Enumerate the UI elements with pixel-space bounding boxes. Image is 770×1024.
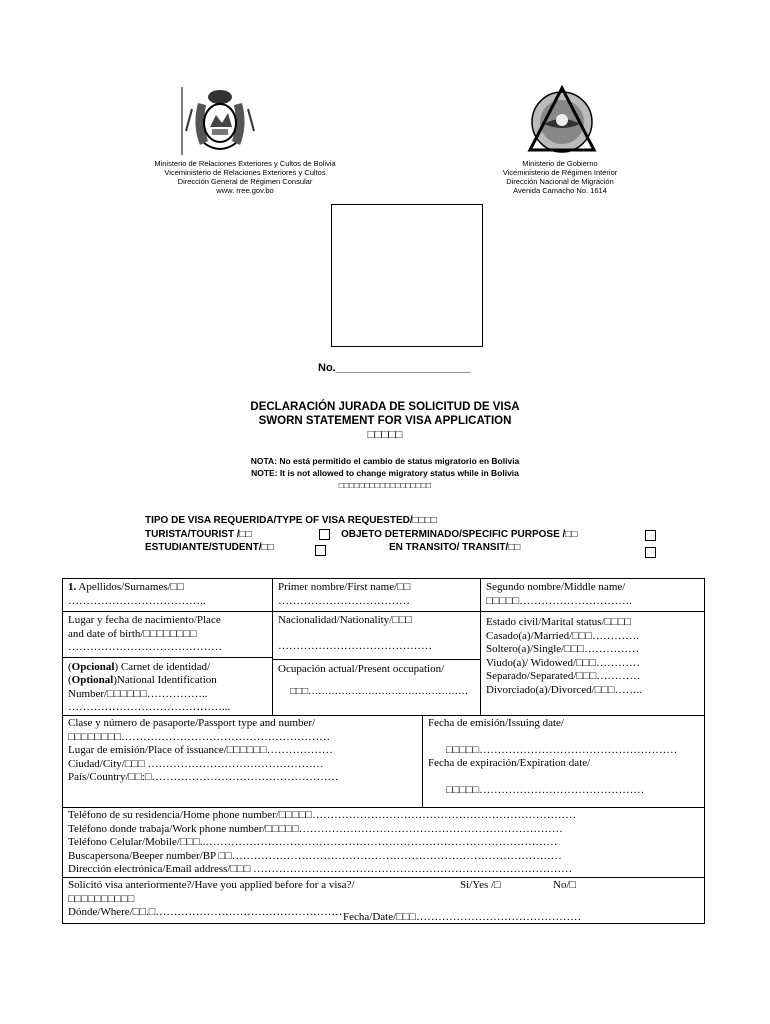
note-es: NOTA: No está permitido el cambio de status migratorio en Bolivia (250, 456, 520, 466)
photo-box[interactable] (331, 204, 483, 347)
birth-dots: …………………………………… (68, 641, 222, 653)
note-en: NOTE: It is not allowed to change migratory status while in Bolivia (251, 468, 519, 478)
header-left-line: www. rree.gov.bo (216, 186, 274, 195)
email-address: Dirección electrónica/Email address/□□□ …………………………………………………………………………… (68, 863, 573, 875)
section-number: 1. (68, 581, 77, 593)
student-checkbox[interactable] (315, 545, 326, 556)
student-label: ESTUDIANTE/STUDENT/□□ (145, 542, 274, 553)
nationality-dots: …………………………………… (278, 639, 432, 652)
id-label-3: Number/□□□□□□…………….. (68, 687, 208, 700)
migration-logo-icon (522, 84, 602, 156)
id-label-2: )National Identification (113, 674, 217, 686)
header-right-line: Dirección Nacional de Migración (506, 177, 614, 186)
title-en: SWORN STATEMENT FOR VISA APPLICATION (258, 415, 512, 427)
personal-row (63, 612, 704, 716)
header-left-line: Viceministerio de Relaciones Exteriores y Cultos (164, 168, 326, 177)
expiration-date-label: Fecha de expiración/Expiration date/ (428, 757, 591, 769)
ministry-foreign-affairs-header (120, 159, 370, 195)
first-name-dots: ……………………………… (278, 594, 410, 607)
header-left-line: Ministerio de Relaciones Exteriores y Cultos de Bolivia (154, 159, 336, 168)
id-label-1: ) Carnet de identidad/ (114, 660, 211, 673)
passport-row (63, 716, 704, 808)
previous-visa-row (63, 878, 704, 923)
marital-widowed: Viudo(a)/ Widowed/□□□………… (486, 656, 640, 669)
transit-label: EN TRANSITO/ TRANSIT/□□ (389, 542, 521, 553)
title-cn: □□□□□ (367, 429, 403, 441)
personal-left-column (63, 612, 273, 715)
bolivia-coat-of-arms-icon (178, 85, 260, 157)
surnames-label: Apellidos/Surnames/□□ (76, 581, 184, 593)
issuing-date-dots: □□□□□……………………………………………… (446, 743, 678, 756)
middle-name-dots: □□□□□…………………………. (486, 594, 632, 607)
nationality-field[interactable] (273, 612, 480, 660)
previous-visa-no[interactable]: No/□ (553, 879, 577, 891)
country-line: País/Country/□□:□…………………………………………… (68, 771, 339, 783)
beeper-number: Buscapersona/Beeper number/BP □□……………………………………………………………………………… (68, 849, 562, 862)
passport-dates-field[interactable] (423, 716, 704, 807)
tourist-checkbox[interactable] (319, 529, 330, 540)
marital-single: Soltero(a)/Single/□□□…………… (486, 643, 640, 655)
occupation-field[interactable] (273, 660, 480, 700)
previous-visa-field[interactable] (63, 878, 704, 923)
title-es: DECLARACIÓN JURADA DE SOLICITUD DE VISA (250, 401, 520, 413)
personal-middle-column (273, 612, 481, 715)
header-right-line: Ministerio de Gobierno (522, 159, 598, 168)
marital-status-field[interactable] (481, 612, 704, 715)
tourist-label: TURISTA/TOURIST /□□ (145, 529, 252, 540)
note-cn: □□□□□□□□□□□□□□□□□□ (338, 480, 432, 490)
expiration-date-dots: □□□□□……………………………………… (446, 783, 645, 796)
specific-purpose-label: OBJETO DETERMINADO/SPECIFIC PURPOSE /□□ (341, 529, 578, 540)
birth-label-1: Lugar y fecha de nacimiento/Place (68, 614, 221, 626)
optional-es: Opcional (71, 660, 115, 673)
visa-application-form (62, 578, 705, 924)
transit-checkbox[interactable] (645, 547, 656, 558)
optional-en: Optional (71, 674, 114, 686)
occupation-label: Ocupación actual/Present occupation/ (278, 663, 445, 675)
contact-row (63, 808, 704, 878)
city-line: Ciudad/City/□□□ ………………………………………… (68, 757, 324, 770)
birth-field[interactable] (63, 612, 272, 658)
middle-name-field[interactable] (481, 579, 704, 611)
marital-separated: Separado/Separated/□□□………… (486, 670, 641, 682)
names-row (63, 579, 704, 612)
issuing-date-label: Fecha de emisión/Issuing date/ (428, 717, 564, 729)
header-right-line: Avenida Camacho No. 1614 (513, 186, 607, 195)
marital-label: Estado civil/Marital status/□□□□ (486, 616, 632, 628)
middle-name-label: Segundo nombre/Middle name/ (486, 581, 626, 593)
surnames-dots: ……………………………….. (68, 594, 206, 607)
specific-purpose-checkbox[interactable] (645, 530, 656, 541)
previous-visa-date: Fecha/Date/□□□……………………………………… (343, 910, 582, 923)
national-id-field[interactable]: (Opcional) Carnet de identidad/ (Optional)National Identification Number/□□□□□□…………….. ……………………………………... (63, 658, 272, 717)
previous-visa-question: Solicitó visa anteriormente?/Have you applied before for a visa?/ (68, 879, 355, 891)
header-right-line: Viceministerio de Régimen Interior (502, 168, 618, 177)
contact-field[interactable] (63, 808, 704, 877)
mobile-phone: Teléfono Celular/Mobile/□□□..…………………………………………………………………………………… (68, 836, 558, 848)
header-left-line: Dirección General de Régimen Consular (177, 177, 313, 186)
marital-married: Casado(a)/Married/□□□…………. (486, 629, 639, 642)
occupation-dots: □□□………………………………………… (290, 685, 469, 697)
nationality-label: Nacionalidad/Nationality/□□□ (278, 614, 413, 626)
previous-visa-where: Dónde/Where/□□.□…………………………………………… (68, 906, 343, 918)
work-phone: Teléfono donde trabaja/Work phone number/□□□□□……………………………………………………………… (68, 822, 563, 835)
previous-visa-cn: □□□□□□□□□□ (68, 892, 135, 905)
passport-type-dots: □□□□□□□□………………………………………………… (68, 730, 331, 743)
marital-divorced: Divorciado(a)/Divorced/□□□…….. (486, 683, 643, 696)
first-name-field[interactable] (273, 579, 481, 611)
id-dots: ……………………………………... (68, 701, 231, 713)
previous-visa-yes[interactable]: Si/Yes /□ (460, 879, 501, 891)
birth-label-2: and date of birth/□□□□□□□□ (68, 627, 197, 640)
visa-type-heading: TIPO DE VISA REQUERIDA/TYPE OF VISA REQUESTED/□□□□ (145, 515, 437, 526)
surnames-field[interactable] (63, 579, 273, 611)
home-phone: Teléfono de su residencia/Home phone number/□□□□□……………………………………………………………… (68, 809, 577, 821)
passport-type-label: Clase y número de pasaporte/Passport type and number/ (68, 717, 316, 729)
place-of-issuance: Lugar de emisión/Place of issuance/□□□□□□……………… (68, 744, 333, 756)
application-number[interactable]: No.______________________ (318, 362, 471, 374)
first-name-label: Primer nombre/First name/□□ (278, 581, 411, 593)
ministry-government-header (470, 159, 650, 195)
passport-field[interactable] (63, 716, 423, 807)
